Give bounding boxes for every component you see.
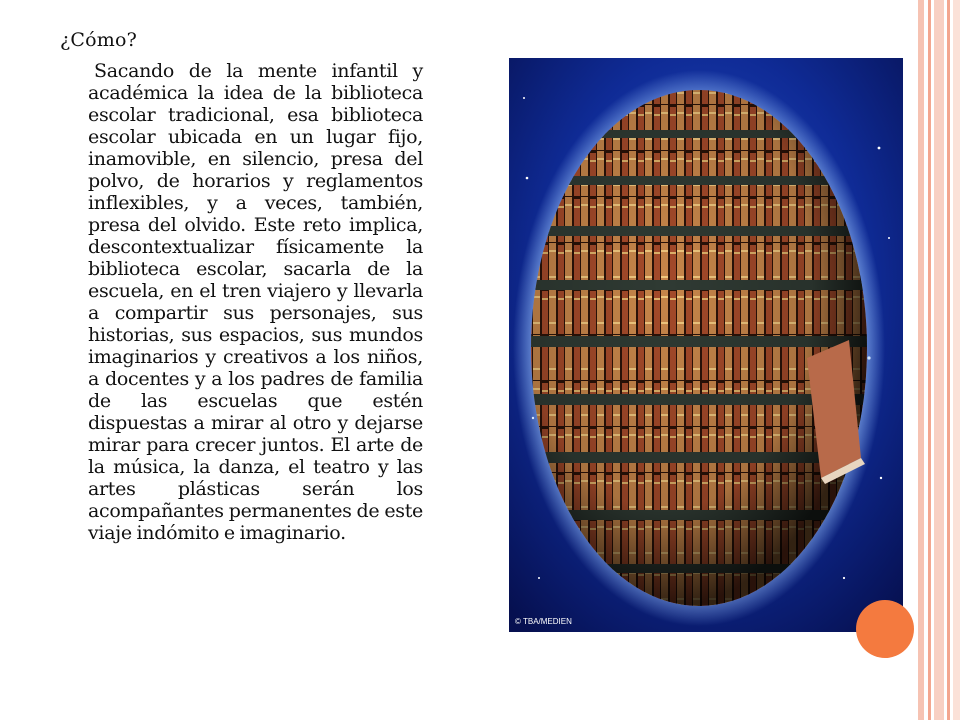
image-credit: © TBA/MEDIEN bbox=[515, 617, 572, 626]
slide-paragraph: Sacando de la mente infantil y académica la idea de la biblioteca escolar tradicional, esa biblioteca escolar ubicada en un lugar fijo, inamovible, en silencio, presa del polvo, de horarios y reglamentos inflexibles, y a veces, también, presa del olvido. Este reto implica, descontextualizar físicamente la biblioteca escolar, sacarla de la escuela, en el tren viajero y llevarla a compartir sus personajes, sus historias, sus espacios, sus mundos imaginarios y creativos a los niños, a docentes y a los padres de familia de las escuelas que estén dispuestas a mirar al otro y dejarse mirar para crecer juntos. El arte de la música, la danza, el teatro y las artes plásticas serán los acompañantes permanentes de este viaje indómito e imaginario. bbox=[88, 60, 423, 544]
decorative-stripe bbox=[928, 0, 931, 720]
library-globe-image bbox=[509, 58, 903, 632]
decorative-stripe bbox=[934, 0, 944, 720]
globe-illustration bbox=[509, 58, 903, 632]
orange-circle-decoration bbox=[856, 600, 914, 658]
decorative-stripe bbox=[947, 0, 950, 720]
slide-heading: ¿Cómo? bbox=[60, 29, 138, 51]
decorative-stripe bbox=[953, 0, 960, 720]
decorative-stripe bbox=[918, 0, 924, 720]
